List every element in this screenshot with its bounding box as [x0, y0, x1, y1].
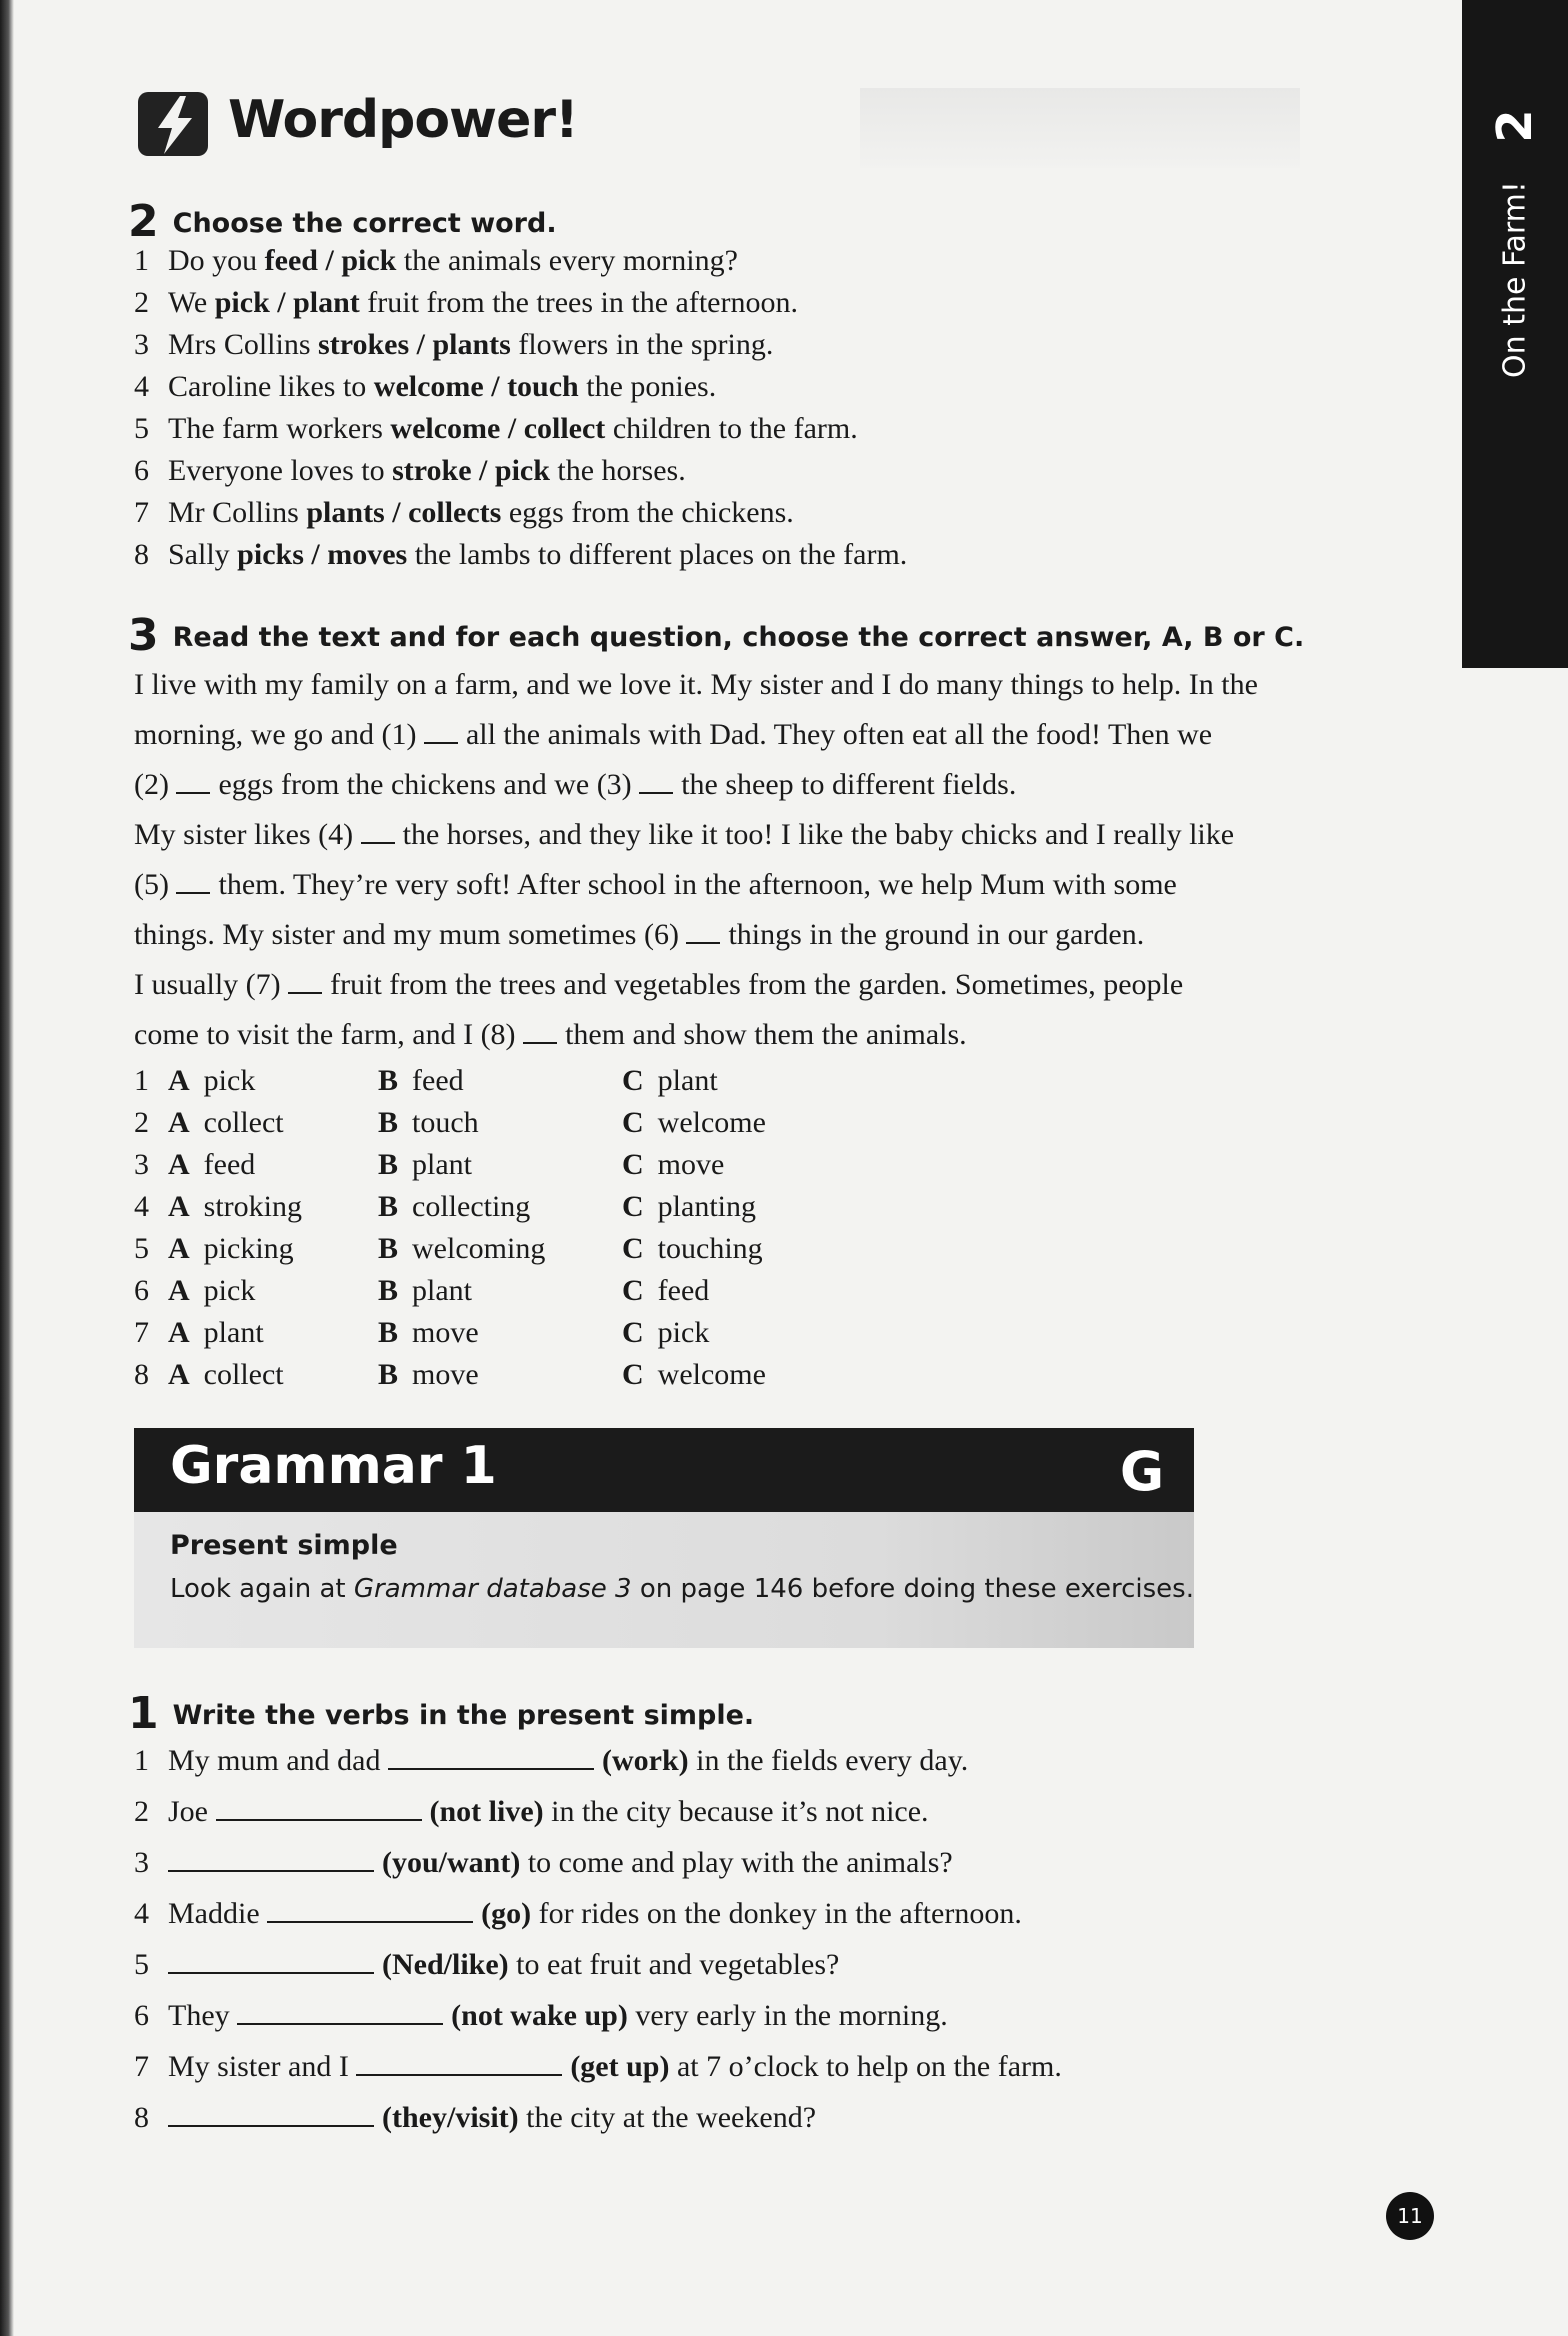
text-segment: fruit from the trees and vegetables from the garden. Sometimes, people [330, 968, 1184, 1001]
text-segment: them and show them the animals. [565, 1018, 967, 1051]
option-letter: A [168, 1274, 190, 1307]
option-number: 2 [134, 1106, 149, 1139]
option-word: touching [657, 1232, 763, 1265]
gap-blank[interactable] [361, 818, 395, 844]
item-text-after: fruit from the trees in the afternoon. [359, 286, 798, 319]
grammar-info-box [134, 1512, 1194, 1648]
text-line [134, 668, 1258, 702]
option-letter: B [378, 1190, 399, 1223]
choice-item [134, 328, 773, 362]
fill-item [134, 1999, 948, 2033]
item-number: 1 [134, 1744, 149, 1777]
item-text-after: in the city because it’s not nice. [543, 1795, 929, 1828]
text-line [134, 718, 1212, 752]
fill-item [134, 1795, 929, 1829]
option-b[interactable] [378, 1316, 479, 1350]
answer-blank[interactable] [168, 1948, 374, 1974]
fill-item [134, 2050, 1062, 2084]
unit-title: On the Farm! [1497, 181, 1533, 378]
item-text-after: to come and play with the animals? [520, 1846, 953, 1879]
item-text-before: Joe [168, 1795, 216, 1828]
choice-item [134, 244, 738, 278]
option-c[interactable] [622, 1358, 766, 1392]
grammar-section-header [134, 1428, 1194, 1512]
option-word: collecting [412, 1190, 531, 1223]
fill-item [134, 1897, 1022, 1931]
option-a[interactable] [168, 1358, 284, 1392]
option-word: move [657, 1148, 725, 1181]
item-text-before: My mum and dad [168, 1744, 388, 1777]
option-word: move [412, 1358, 479, 1391]
text-segment: things. My sister and my mum sometimes (6) [134, 918, 687, 951]
word-choice: plants / collects [306, 496, 502, 529]
fill-item [134, 1846, 953, 1880]
option-letter: B [378, 1274, 399, 1307]
option-word: picking [203, 1232, 294, 1265]
gap-blank[interactable] [639, 768, 673, 794]
item-text-after: the animals every morning? [396, 244, 738, 277]
item-text-before: Mr Collins [168, 496, 307, 529]
option-number: 7 [134, 1316, 149, 1349]
option-letter: A [168, 1232, 190, 1265]
option-c[interactable] [622, 1274, 709, 1308]
item-text-before: Caroline likes to [168, 370, 374, 403]
option-a[interactable] [168, 1190, 302, 1224]
verb-prompt: (get up) [570, 2050, 670, 2083]
word-choice: stroke / pick [392, 454, 550, 487]
option-letter: B [378, 1148, 399, 1181]
verb-prompt: (go) [481, 1897, 532, 1930]
option-number: 4 [134, 1190, 149, 1223]
unit-side-tab [1462, 0, 1568, 668]
option-letter: B [378, 1064, 399, 1097]
option-letter: C [622, 1232, 644, 1265]
item-text-before: The farm workers [168, 412, 391, 445]
item-number: 3 [134, 328, 149, 361]
word-choice: strokes / plants [318, 328, 511, 361]
item-text-after: at 7 o’clock to help on the farm. [669, 2050, 1062, 2083]
option-a[interactable] [168, 1316, 264, 1350]
item-text-after: children to the farm. [605, 412, 858, 445]
option-word: welcome [657, 1358, 766, 1391]
word-choice: welcome / collect [390, 412, 606, 445]
item-number: 8 [134, 538, 149, 571]
grammar-subtitle: Present simple [170, 1530, 398, 1561]
text-segment: come to visit the farm, and I (8) [134, 1018, 524, 1051]
verb-prompt: (you/want) [382, 1846, 521, 1879]
text-segment: things in the ground in our garden. [728, 918, 1145, 951]
option-number: 5 [134, 1232, 149, 1265]
page-binding-edge [0, 0, 14, 2336]
exercise-3-heading [128, 610, 1304, 661]
option-b[interactable] [378, 1190, 530, 1224]
option-letter: B [378, 1232, 399, 1265]
item-text-after: the horses. [549, 454, 686, 487]
gap-blank[interactable] [686, 918, 720, 944]
text-segment: them. They’re very soft! After school in the afternoon, we help Mum with some [218, 868, 1177, 901]
option-word: stroking [203, 1190, 303, 1223]
option-number: 6 [134, 1274, 149, 1307]
verb-prompt: (work) [601, 1744, 689, 1777]
text-segment: all the animals with Dad. They often eat all the food! Then we [465, 718, 1213, 751]
option-letter: A [168, 1316, 190, 1349]
option-number: 8 [134, 1358, 149, 1391]
gap-blank[interactable] [424, 718, 458, 744]
option-word: pick [203, 1064, 256, 1097]
option-letter: C [622, 1148, 644, 1181]
option-word: welcoming [412, 1232, 546, 1265]
option-word: collect [203, 1358, 284, 1391]
option-word: move [412, 1316, 479, 1349]
option-letter: C [622, 1358, 644, 1391]
grammar-note: Look again at Grammar database 3 on page 146 before doing these exercises. [170, 1574, 1194, 1604]
option-letter: A [168, 1190, 190, 1223]
exercise-number: 2 [128, 196, 159, 247]
answer-blank[interactable] [237, 1999, 443, 2025]
option-a[interactable] [168, 1064, 255, 1098]
wordpower-heading: Wordpower! [228, 90, 578, 150]
exercise-instruction: Choose the correct word. [172, 208, 557, 239]
option-letter: C [622, 1274, 644, 1307]
option-letter: B [378, 1316, 399, 1349]
option-b[interactable] [378, 1232, 545, 1266]
option-word: welcome [657, 1106, 766, 1139]
item-number: 1 [134, 244, 149, 277]
item-text-after: for rides on the donkey in the afternoon. [531, 1897, 1022, 1930]
option-c[interactable] [622, 1190, 756, 1224]
exercise-number: 3 [128, 610, 159, 661]
option-word: feed [412, 1064, 464, 1097]
text-segment: (2) [134, 768, 177, 801]
option-a[interactable] [168, 1148, 255, 1182]
option-number: 3 [134, 1148, 149, 1181]
answer-blank[interactable] [267, 1897, 473, 1923]
item-text-after: the city at the weekend? [518, 2101, 817, 2134]
option-c[interactable] [622, 1064, 718, 1098]
exercise-instruction: Write the verbs in the present simple. [172, 1700, 755, 1731]
item-number: 2 [134, 286, 149, 319]
choice-item [134, 454, 686, 488]
item-text-before: Maddie [168, 1897, 268, 1930]
choice-item [134, 286, 798, 320]
text-segment: My sister likes (4) [134, 818, 361, 851]
verb-prompt: (not live) [429, 1795, 544, 1828]
choice-item [134, 496, 794, 530]
item-text-before: Mrs Collins [168, 328, 319, 361]
item-number: 4 [134, 370, 149, 403]
option-c[interactable] [622, 1316, 709, 1350]
text-line [134, 968, 1183, 1002]
fill-item [134, 1948, 839, 1982]
item-number: 5 [134, 412, 149, 445]
verb-prompt: (Ned/like) [382, 1948, 509, 1981]
text-segment: eggs from the chickens and we (3) [218, 768, 640, 801]
item-text-after: in the fields every day. [688, 1744, 969, 1777]
option-c[interactable] [622, 1148, 724, 1182]
gap-blank[interactable] [523, 1018, 557, 1044]
page-number: 11 [1386, 2192, 1434, 2240]
item-number: 7 [134, 2050, 149, 2083]
item-number: 7 [134, 496, 149, 529]
option-word: collect [203, 1106, 284, 1139]
option-word: touch [412, 1106, 479, 1139]
grammar-title: Grammar 1 [170, 1436, 497, 1496]
verb-prompt: (they/visit) [382, 2101, 519, 2134]
item-number: 2 [134, 1795, 149, 1828]
option-a[interactable] [168, 1274, 255, 1308]
word-choice: feed / pick [264, 244, 397, 277]
text-line [134, 868, 1177, 902]
verb-prompt: (not wake up) [451, 1999, 628, 2032]
choice-item [134, 538, 907, 572]
option-b[interactable] [378, 1274, 472, 1308]
item-number: 6 [134, 454, 149, 487]
item-text-before: My sister and I [168, 2050, 357, 2083]
text-segment: I live with my family on a farm, and we love it. My sister and I do many things to help. In the [134, 668, 1258, 701]
item-text-before: They [168, 1999, 238, 2032]
option-number: 1 [134, 1064, 149, 1097]
option-word: plant [203, 1316, 264, 1349]
text-segment: (5) [134, 868, 177, 901]
option-word: feed [203, 1148, 256, 1181]
option-c[interactable] [622, 1106, 766, 1140]
option-letter: A [168, 1148, 190, 1181]
item-number: 5 [134, 1948, 149, 1981]
choice-item [134, 370, 716, 404]
fill-item [134, 1744, 968, 1778]
answer-blank[interactable] [168, 1846, 374, 1872]
answer-blank[interactable] [356, 2050, 562, 2076]
gap-blank[interactable] [176, 868, 210, 894]
text-segment: morning, we go and (1) [134, 718, 424, 751]
item-text-after: flowers in the spring. [510, 328, 774, 361]
option-word: pick [203, 1274, 256, 1307]
option-word: feed [657, 1274, 710, 1307]
item-text-after: the lambs to different places on the farm. [407, 538, 908, 571]
item-text-after: to eat fruit and vegetables? [508, 1948, 840, 1981]
item-text-after: the ponies. [578, 370, 717, 403]
item-number: 8 [134, 2101, 149, 2134]
item-number: 3 [134, 1846, 149, 1879]
option-letter: C [622, 1190, 644, 1223]
unit-number: 2 [1487, 109, 1543, 143]
option-letter: C [622, 1316, 644, 1349]
item-text-after: very early in the morning. [627, 1999, 948, 2032]
option-a[interactable] [168, 1232, 294, 1266]
text-line [134, 1018, 967, 1052]
wordpower-lightning-icon [136, 88, 214, 160]
option-b[interactable] [378, 1064, 464, 1098]
gap-blank[interactable] [176, 768, 210, 794]
grammar-exercise-1-heading [128, 1688, 754, 1739]
option-word: plant [412, 1274, 473, 1307]
choice-item [134, 412, 858, 446]
option-letter: B [378, 1106, 399, 1139]
option-letter: A [168, 1358, 190, 1391]
item-text-before: Do you [168, 244, 265, 277]
grammar-g-icon: G [1119, 1440, 1165, 1503]
text-segment: the horses, and they like it too! I like the baby chicks and I really like [402, 818, 1235, 851]
word-choice: picks / moves [237, 538, 408, 571]
item-text-before: Sally [168, 538, 238, 571]
text-line [134, 918, 1144, 952]
answer-blank[interactable] [388, 1744, 594, 1770]
item-text-before: We [168, 286, 215, 319]
option-word: plant [412, 1148, 473, 1181]
option-letter: B [378, 1358, 399, 1391]
item-number: 4 [134, 1897, 149, 1930]
option-letter: C [622, 1064, 644, 1097]
option-word: plant [657, 1064, 718, 1097]
text-segment: I usually (7) [134, 968, 289, 1001]
word-choice: welcome / touch [373, 370, 579, 403]
gap-blank[interactable] [288, 968, 322, 994]
option-c[interactable] [622, 1232, 763, 1266]
option-a[interactable] [168, 1106, 284, 1140]
exercise-number: 1 [128, 1688, 159, 1739]
fill-item [134, 2101, 816, 2135]
item-text-before: Everyone loves to [168, 454, 393, 487]
exercise-instruction: Read the text and for each question, choose the correct answer, A, B or C. [172, 622, 1305, 653]
bleed-through-shadow [860, 88, 1300, 168]
option-b[interactable] [378, 1148, 472, 1182]
word-choice: pick / plant [214, 286, 360, 319]
text-segment: the sheep to different fields. [681, 768, 1017, 801]
option-word: planting [657, 1190, 756, 1223]
option-word: pick [657, 1316, 710, 1349]
text-line [134, 768, 1016, 802]
option-letter: A [168, 1106, 190, 1139]
option-letter: A [168, 1064, 190, 1097]
option-letter: C [622, 1106, 644, 1139]
text-line [134, 818, 1234, 852]
exercise-2-heading [128, 196, 557, 247]
item-text-after: eggs from the chickens. [501, 496, 794, 529]
answer-blank[interactable] [168, 2101, 374, 2127]
answer-blank[interactable] [216, 1795, 422, 1821]
item-number: 6 [134, 1999, 149, 2032]
option-b[interactable] [378, 1106, 479, 1140]
option-b[interactable] [378, 1358, 479, 1392]
